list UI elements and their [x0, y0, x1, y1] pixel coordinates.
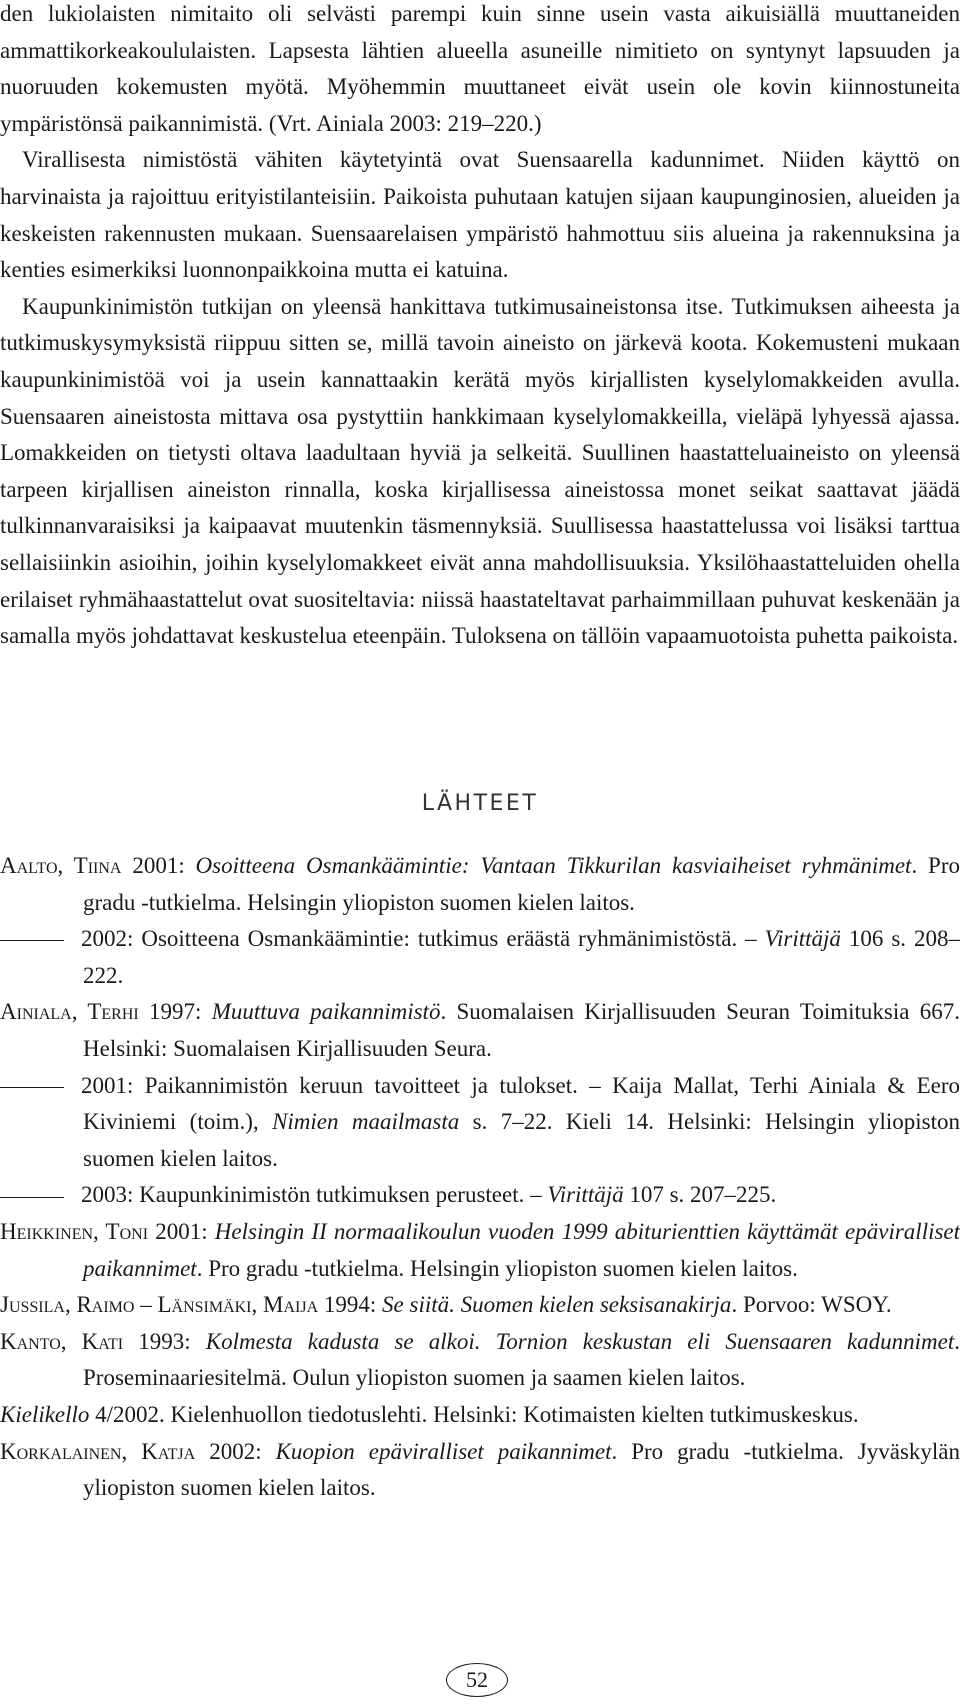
reference-entry	[0, 1434, 960, 1507]
ditto-dash	[0, 1197, 64, 1198]
reference-list	[0, 848, 960, 1507]
reference-entry	[0, 921, 960, 994]
reference-details: . Porvoo: WSOY.	[731, 1292, 892, 1318]
reference-details: . Pro gradu -tutkielma. Helsingin yliopiston suomen kielen laitos.	[83, 853, 960, 915]
reference-title: Helsingin II normaalikoulun vuoden 1999 abiturienttien käyttämät epäviralliset paikannimet	[83, 1218, 960, 1281]
reference-year: 1997:	[149, 999, 202, 1025]
reference-details: 107 s. 207–225.	[629, 1182, 777, 1208]
reference-details: . Pro gradu -tutkielma. Helsingin yliopiston suomen kielen laitos.	[196, 1255, 798, 1281]
reference-title: Se siitä. Suomen kielen seksisanakirja	[382, 1292, 732, 1318]
paragraph: den lukiolaisten nimitaito oli selvästi parempi kuin sinne usein vasta aikuisiällä muuttaneiden ammattikorkeakoululaisten. Lapsesta lähtien alueella asuneille nimitieto on syntynyt lapsuuden ja nuoruuden kokemusten myötä. Myöhemmin muuttaneet eivät usein ole kovin kiinnostuneita ympäristönsä paikannimistä. (Vrt. Ainiala 2003: 219–220.)	[0, 1, 960, 136]
reference-details: 4/2002. Kielenhuollon tiedotuslehti. Helsinki: Kotimaisten kielten tutkimuskeskus.	[95, 1401, 859, 1427]
reference-title: Nimien maailmasta	[272, 1109, 460, 1135]
reference-details: 106 s. 208–222.	[83, 926, 960, 988]
reference-entry	[0, 1214, 960, 1287]
reference-entry	[0, 1324, 960, 1397]
reference-title: Kuopion epäviralliset paikannimet	[275, 1438, 612, 1464]
reference-entry	[0, 1287, 960, 1324]
reference-author: Aalto, Tiina	[0, 853, 122, 878]
reference-entry	[0, 1068, 960, 1178]
ditto-dash	[0, 1087, 64, 1088]
page-number: 52	[446, 1663, 508, 1697]
reference-author: Jussila, Raimo – Länsimäki, Maija	[0, 1292, 319, 1318]
reference-title: Virittäjä	[547, 1182, 624, 1208]
reference-details: 2002: Osoitteena Osmankäämintie: tutkimus eräästä ryhmänimistöstä. –	[81, 926, 757, 952]
reference-year: 1993:	[138, 1328, 191, 1354]
paragraph: Kaupunkinimistön tutkijan on yleensä hankittava tutkimusaineistonsa itse. Tutkimuksen aiheesta ja tutkimuskysymyksistä riippuu sitten se, millä tavoin aineisto on järkevä koota. Kokemusteni mukaan kaupunkinimistöä voi ja usein kannattaakin kerätä myös kirjallisten kyselylomakkeiden avulla. Suensaaren aineistosta mittava osa pystyttiin hankkimaan kyselylomakkeilla, vieläpä lyhyessä ajassa. Lomakkeiden on tietysti oltava laadultaan hyviä ja selkeitä. Suullinen haastatteluaineisto on yleensä tarpeen kirjallisen aineiston rinnalla, koska kirjallisessa aineistossa monet seikat saattavat jäädä tulkinnanvaraisiksi ja kaipaavat muutenkin täsmennyksiä. Suullisessa haastattelussa voi lisäksi tarttua sellaisiinkin asioihin, joihin kyselylomakkeet eivät anna mahdollisuuksia. Yksilöhaastatteluiden ohella erilaiset ryhmähaastattelut ovat suositeltavia: niissä haastateltavat parhaimmillaan puhuvat keskenään ja samalla myös johdattavat keskustelua eteenpäin. Tuloksena on tällöin vapaamuotoista puhetta paikoista.	[0, 293, 960, 649]
reference-title: Muuttuva paikannimistö	[211, 999, 441, 1025]
reference-details: . Suomalaisen Kirjallisuuden Seuran Toimituksia 667. Helsinki: Suomalaisen Kirjallisuuden Seura.	[83, 999, 960, 1061]
reference-year: 2001:	[132, 853, 185, 878]
reference-author: Korkalainen, Katja	[0, 1438, 196, 1464]
reference-details: . Pro gradu -tutkielma. Jyväskylän yliopiston suomen kielen laitos.	[83, 1438, 960, 1501]
reference-author: Ainiala, Terhi	[0, 999, 139, 1025]
reference-entry	[0, 1177, 960, 1214]
body-text	[0, 0, 960, 655]
reference-title: Kolmesta kadusta se alkoi. Tornion keskustan eli Suensaaren kadunnimet	[205, 1328, 955, 1354]
reference-entry	[0, 1397, 960, 1434]
reference-title: Virittäjä	[764, 926, 841, 952]
ditto-dash	[0, 940, 64, 941]
reference-details: . Proseminaariesitelmä. Oulun yliopiston suomen ja saamen kielen laitos.	[83, 1328, 960, 1391]
reference-year: 1994:	[323, 1292, 377, 1318]
section-heading: LÄHTEET	[421, 791, 539, 816]
reference-year: 2002:	[209, 1438, 262, 1464]
reference-title: Kielikello	[0, 1401, 90, 1427]
reference-year: 2001:	[155, 1218, 208, 1244]
reference-entry	[0, 994, 960, 1067]
paragraph: Virallisesta nimistöstä vähiten käytetyintä ovat Suensaarella kadunnimet. Niiden käyttö on harvinaista ja rajoittuu erityistilanteisiin. Paikoista puhutaan katujen sijaan kaupunginosien, alueiden ja keskeisten rakennusten mukaan. Suensaarelaisen ympäristö hahmottuu siis alueina ja rakennuksina ja kenties esimerkiksi luonnonpaikkoina mutta ei katuina.	[0, 147, 960, 283]
reference-title: Osoitteena Osmankäämintie: Vantaan Tikkurilan kasviaiheiset ryhmänimet	[195, 853, 912, 878]
reference-author: Kanto, Kati	[0, 1328, 124, 1354]
reference-entry	[0, 848, 960, 921]
reference-details: 2003: Kaupunkinimistön tutkimuksen perusteet. –	[81, 1182, 542, 1208]
reference-details: 2001: Paikannimistön keruun tavoitteet ja tulokset. – Kaija Mallat, Terhi Ainiala & Eero Kiviniemi (toim.),	[81, 1072, 960, 1135]
reference-details: s. 7–22. Kieli 14. Helsinki: Helsingin yliopiston suomen kielen laitos.	[83, 1109, 960, 1171]
reference-author: Heikkinen, Toni	[0, 1218, 149, 1244]
